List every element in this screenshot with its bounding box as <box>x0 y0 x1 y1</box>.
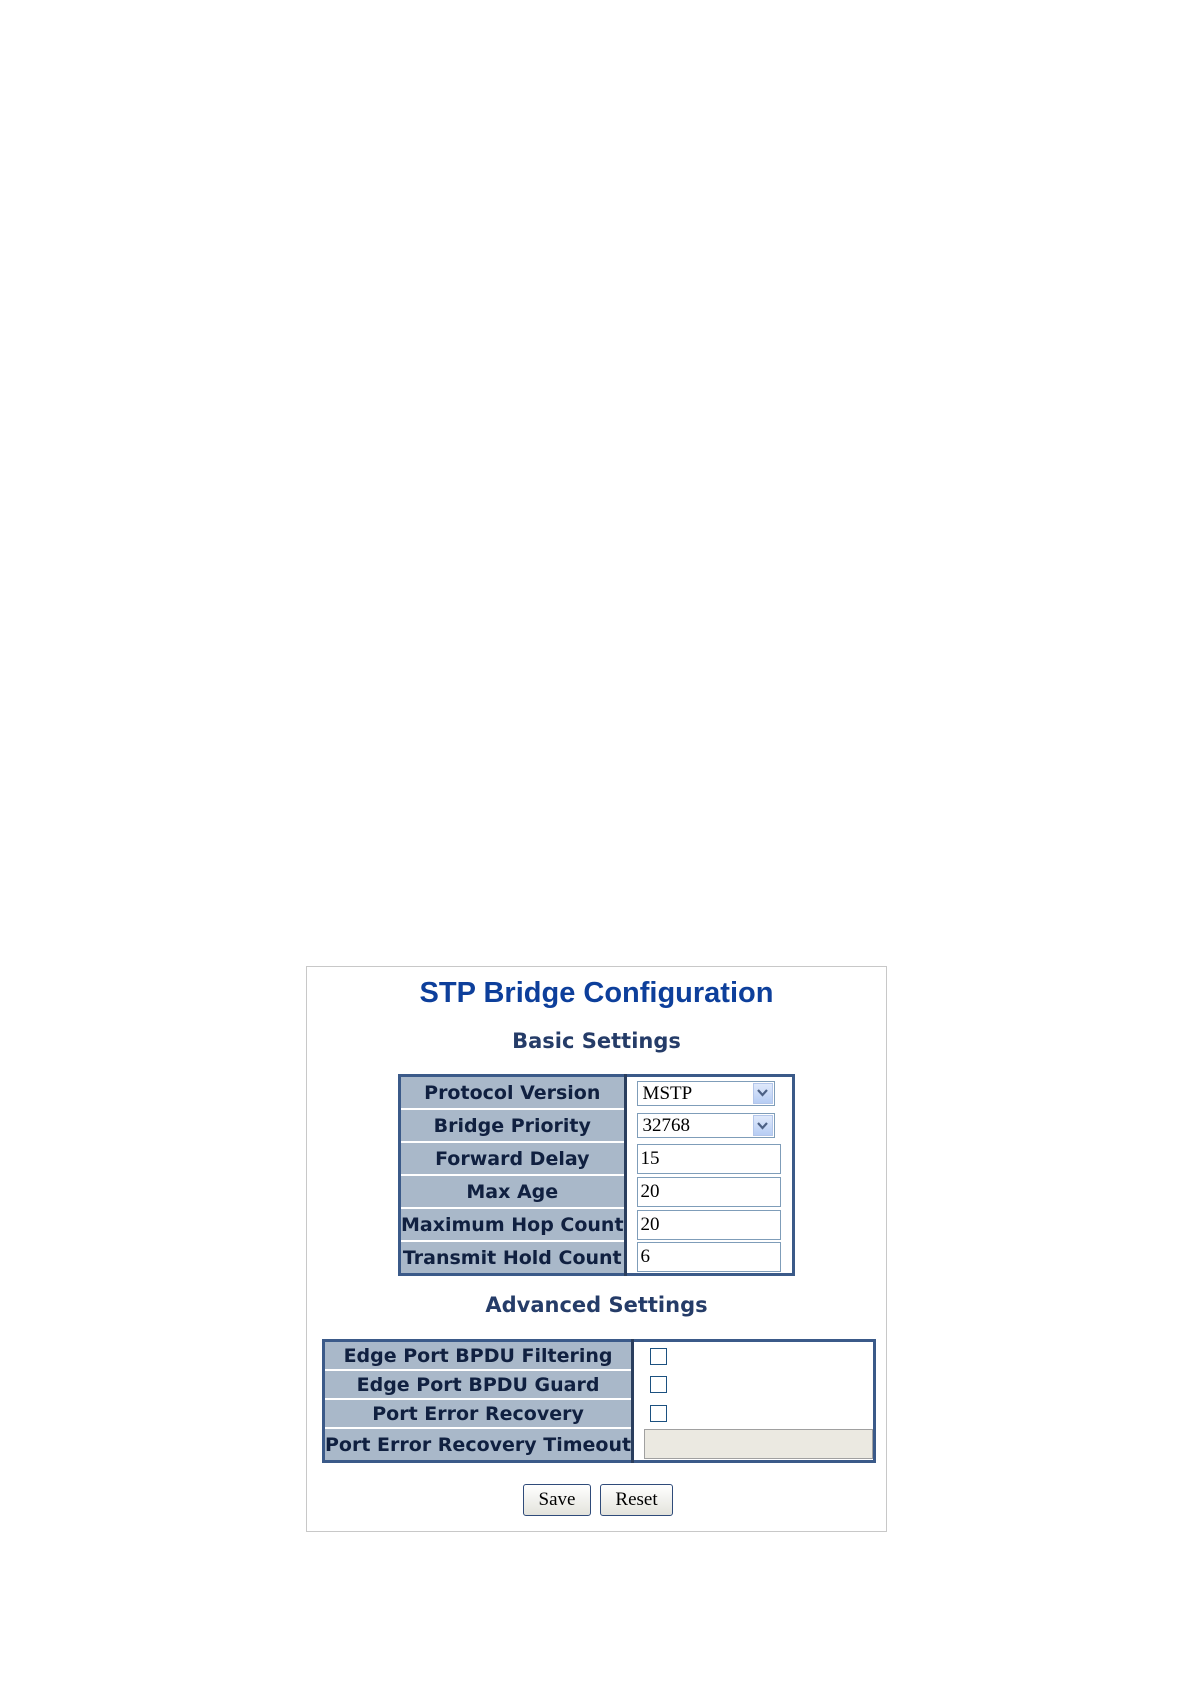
protocol-version-row <box>400 1076 794 1110</box>
protocol-version-select[interactable] <box>637 1081 775 1106</box>
max-hop-count-row <box>400 1208 794 1241</box>
page-title: STP Bridge Configuration <box>419 977 774 1009</box>
max-age-label: Max Age <box>400 1175 626 1208</box>
bridge-priority-label: Bridge Priority <box>400 1109 626 1142</box>
port-error-recovery-checkbox[interactable] <box>650 1405 667 1422</box>
protocol-version-value: MSTP <box>642 1082 693 1104</box>
transmit-hold-count-row <box>400 1241 794 1275</box>
bridge-priority-row <box>400 1109 794 1142</box>
max-hop-count-input[interactable]: 20 <box>637 1210 781 1240</box>
bridge-priority-value: 32768 <box>642 1115 691 1136</box>
protocol-version-label: Protocol Version <box>400 1076 626 1110</box>
max-age-input[interactable]: 20 <box>637 1177 781 1207</box>
forward-delay-row <box>400 1142 794 1175</box>
port-error-recovery-timeout-label: Port Error Recovery Timeout <box>324 1428 633 1462</box>
chevron-down-icon[interactable] <box>753 1083 773 1104</box>
edge-bpdu-guard-checkbox[interactable] <box>650 1376 667 1393</box>
port-error-recovery-label: Port Error Recovery <box>324 1399 633 1428</box>
max-age-row <box>400 1175 794 1208</box>
chevron-down-icon[interactable] <box>753 1115 773 1136</box>
port-error-recovery-timeout-input <box>644 1429 873 1459</box>
basic-settings-table <box>398 1074 795 1276</box>
bridge-priority-select[interactable] <box>637 1113 775 1138</box>
forward-delay-input[interactable]: 15 <box>637 1144 781 1174</box>
edge-bpdu-guard-row <box>324 1370 875 1399</box>
edge-bpdu-filtering-row <box>324 1341 875 1371</box>
port-error-recovery-row <box>324 1399 875 1428</box>
transmit-hold-count-input[interactable]: 6 <box>637 1242 781 1272</box>
stp-bridge-config-panel <box>306 966 887 1532</box>
forward-delay-label: Forward Delay <box>400 1142 626 1175</box>
advanced-settings-table <box>322 1339 876 1463</box>
max-hop-count-label: Maximum Hop Count <box>400 1208 626 1241</box>
save-button[interactable]: Save <box>523 1484 591 1516</box>
transmit-hold-count-label: Transmit Hold Count <box>400 1241 626 1275</box>
edge-bpdu-filtering-checkbox[interactable] <box>650 1348 667 1365</box>
port-error-recovery-timeout-row <box>324 1428 875 1462</box>
reset-button[interactable]: Reset <box>600 1484 673 1516</box>
advanced-settings-heading: Advanced Settings <box>485 1293 708 1317</box>
edge-bpdu-guard-label: Edge Port BPDU Guard <box>324 1370 633 1399</box>
edge-bpdu-filtering-label: Edge Port BPDU Filtering <box>324 1341 633 1371</box>
basic-settings-heading: Basic Settings <box>512 1029 681 1053</box>
